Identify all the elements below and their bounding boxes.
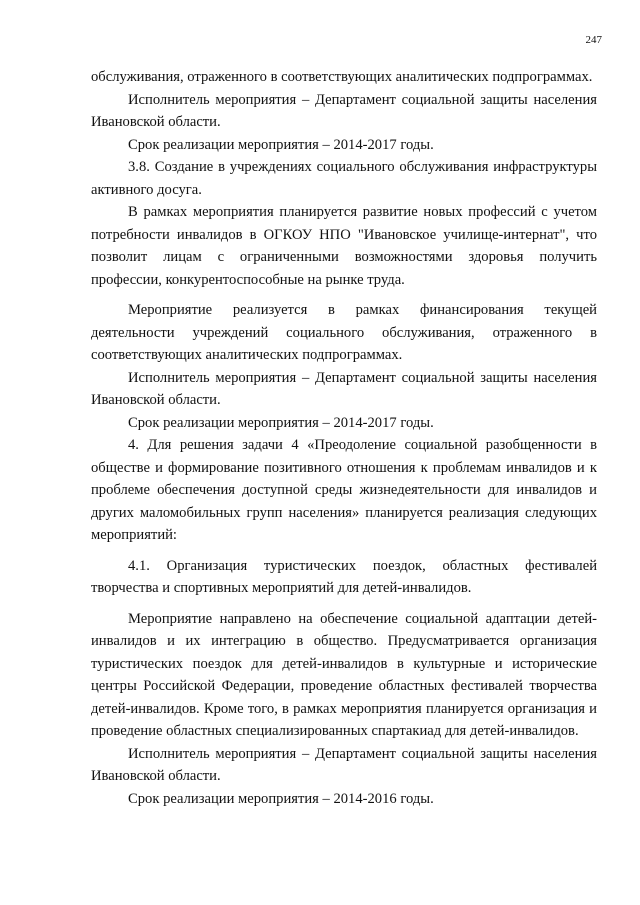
paragraph-item-3-8: 3.8. Создание в учреждениях социального обслуживания инфраструктуры активного досуга. xyxy=(91,159,597,198)
paragraph-continuation: обслуживания, отраженного в соответствующих аналитических подпрограммах. xyxy=(91,69,593,85)
paragraph-description: В рамках мероприятия планируется развитие новых профессий с учетом потребности инвалидов в ОГКОУ НПО "Ивановское училище-интернат", что позволит лицам с ограниченными возможностями здоровья получить профессии, конкурентоспособные на рынке труда. xyxy=(91,204,597,288)
paragraph-term: Срок реализации мероприятия – 2014-2016 годы. xyxy=(128,790,434,807)
paragraph-task-4: 4. Для решения задачи 4 «Преодоление социальной разобщенности в обществе и формирование позитивного отношения к проблемам инвалидов и к проблеме обеспечения доступной среды жизнедеятельности для инвалидов и других маломобильных групп населения» планируется реализация следующих мероприятий: xyxy=(91,437,597,543)
page-number: 247 xyxy=(585,34,602,46)
paragraph-financing: Мероприятие реализуется в рамках финансирования текущей деятельности учреждений социального обслуживания, отраженного в соответствующих аналитических подпрограммах. xyxy=(91,302,597,363)
paragraph-executor: Исполнитель мероприятия – Департамент социальной защиты населения Ивановской области. xyxy=(91,745,597,784)
paragraph-description: Мероприятие направлено на обеспечение социальной адаптации детей-инвалидов и их интеграцию в общество. Предусматривается организация туристических поездок для детей-инвалидов в культурные и исторические центры Российской Федерации, проведение областных фестивалей творчества детей-инвалидов. Кроме того, в рамках мероприятия планируется организация и проведение областных специализированных спартакиад для детей-инвалидов. xyxy=(91,610,597,739)
paragraph-item-4-1: 4.1. Организация туристических поездок, областных фестивалей творчества и спортивных мероприятий для детей-инвалидов. xyxy=(91,557,597,596)
paragraph-term: Срок реализации мероприятия – 2014-2017 годы. xyxy=(128,136,434,153)
document-body xyxy=(91,66,597,810)
paragraph-executor: Исполнитель мероприятия – Департамент социальной защиты населения Ивановской области. xyxy=(91,91,597,130)
paragraph-term: Срок реализации мероприятия – 2014-2017 годы. xyxy=(128,414,434,431)
paragraph-executor: Исполнитель мероприятия – Департамент социальной защиты населения Ивановской области. xyxy=(91,369,597,408)
